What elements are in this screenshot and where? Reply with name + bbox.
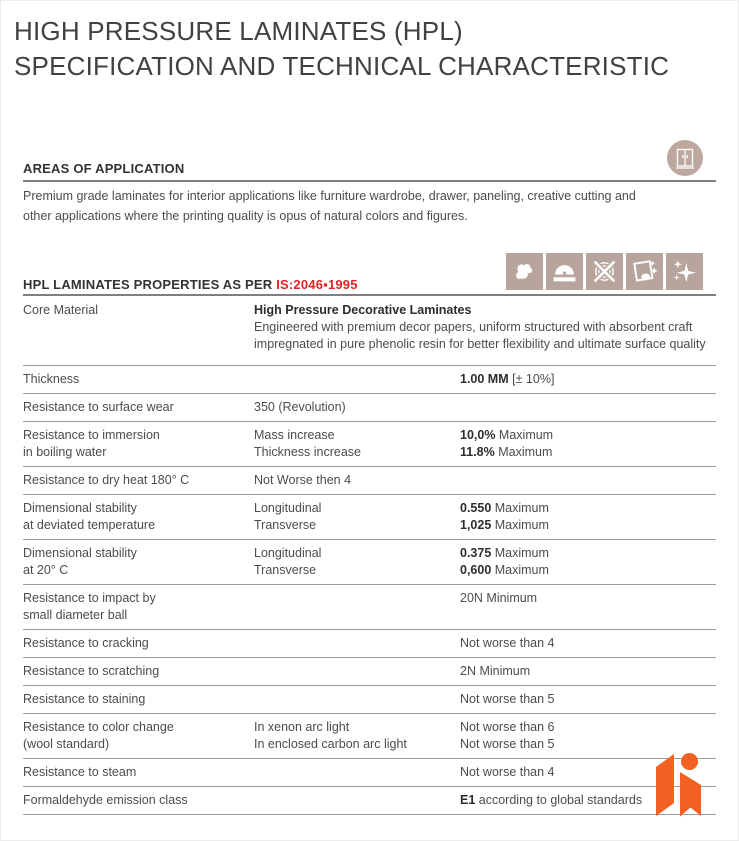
table-row: [23, 658, 716, 686]
row-condition: [254, 635, 460, 652]
table-row: [23, 686, 716, 714]
row-value: [460, 472, 716, 489]
row-condition: Not Worse then 4: [254, 473, 352, 487]
row-condition: Longitudinal Transverse: [254, 501, 322, 532]
row-condition: Longitudinal Transverse: [254, 546, 322, 577]
row-condition: In xenon arc light In enclosed carbon arc light: [254, 720, 407, 751]
row-condition: [254, 691, 460, 708]
row-value: 2N Minimum: [460, 664, 531, 678]
row-label: Resistance to color change (wool standard): [23, 720, 174, 751]
easy-clean-wipe-icon: [626, 253, 663, 290]
row-value: Not worse than 5: [460, 692, 555, 706]
row-value: [460, 399, 716, 416]
table-row: [23, 787, 716, 815]
row-label: Resistance to steam: [23, 765, 137, 779]
row-value: 0.550 Maximum 1,025 Maximum: [460, 501, 549, 532]
table-row: [23, 297, 716, 366]
row-condition: [254, 764, 460, 781]
page-title-line1: HIGH PRESSURE LAMINATES (HPL): [14, 16, 463, 46]
properties-heading-text: HPL LAMINATES PROPERTIES AS PER: [23, 277, 277, 292]
properties-divider: [23, 294, 716, 296]
properties-heading: [23, 277, 358, 292]
page-title-line2: SPECIFICATION AND TECHNICAL CHARACTERISTIC: [14, 51, 670, 81]
row-label: Resistance to impact by small diameter ball: [23, 591, 156, 622]
property-icons: [506, 253, 703, 290]
table-row: [23, 467, 716, 495]
table-row: [23, 540, 716, 585]
row-value: Not worse than 6 Not worse than 5: [460, 720, 555, 751]
row-condition: High Pressure Decorative Laminates Engineered with premium decor papers, uniform structured with absorbent craft impregnated in pure phenolic resin for better flexibility and ultimate surface quality: [254, 303, 706, 351]
table-row: [23, 759, 716, 787]
standard-code: IS:2046▪1995: [276, 277, 358, 292]
table-row: [23, 714, 716, 759]
row-condition: [254, 663, 460, 680]
page-title: [14, 14, 669, 84]
row-value: 20N Minimum: [460, 591, 538, 605]
row-condition: [254, 792, 460, 809]
areas-of-application-heading: AREAS OF APPLICATION: [23, 161, 185, 176]
row-label: Resistance to scratching: [23, 664, 160, 678]
row-label: Resistance to staining: [23, 692, 146, 706]
row-label: Resistance to cracking: [23, 636, 149, 650]
row-condition: 350 (Revolution): [254, 400, 346, 414]
row-label: Core Material: [23, 303, 99, 317]
table-row: [23, 585, 716, 630]
row-label: Resistance to immersion in boiling water: [23, 428, 160, 459]
sparkle-shine-icon: [666, 253, 703, 290]
row-label: Resistance to dry heat 180° C: [23, 473, 190, 487]
row-condition: [254, 371, 460, 388]
row-condition: [254, 590, 460, 624]
table-row: [23, 422, 716, 467]
row-value: 10,0% Maximum 11.8% Maximum: [460, 428, 554, 459]
row-label: Thickness: [23, 372, 80, 386]
table-row: [23, 366, 716, 394]
table-row: [23, 394, 716, 422]
row-value: Not worse than 4: [460, 636, 555, 650]
no-fingerprint-icon: [586, 253, 623, 290]
brand-logo-k-icon: [656, 752, 703, 820]
row-label: Resistance to surface wear: [23, 400, 174, 414]
row-value: E1 according to global standards: [460, 793, 643, 807]
table-row: [23, 495, 716, 540]
row-value: 1.00 MM [± 10%]: [460, 372, 555, 386]
saw-blade-icon: [546, 253, 583, 290]
row-label: Formaldehyde emission class: [23, 793, 188, 807]
areas-divider: [23, 180, 716, 182]
areas-paragraph: Premium grade laminates for interior applications like furniture wardrobe, drawer, paneling, creative cutting and other applications where the printing quality is opus of natural colors and figures.: [23, 189, 636, 223]
steam-clouds-icon: [506, 253, 543, 290]
properties-table: [23, 297, 716, 815]
row-condition: Mass increase Thickness increase: [254, 428, 361, 459]
row-label: Dimensional stability at deviated temperature: [23, 501, 156, 532]
table-row: [23, 630, 716, 658]
row-label: Dimensional stability at 20° C: [23, 546, 137, 577]
wardrobe-icon: [667, 140, 703, 176]
row-value: Not worse than 4: [460, 765, 555, 779]
row-value: 0.375 Maximum 0,600 Maximum: [460, 546, 549, 577]
